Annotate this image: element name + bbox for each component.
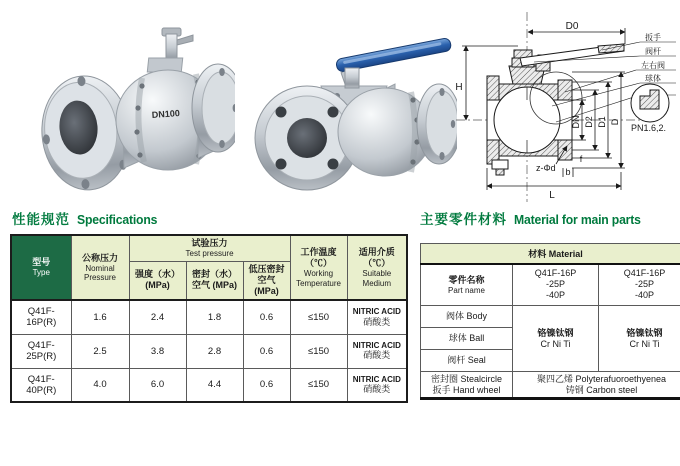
spec-row-q41f-25p (11, 334, 407, 368)
cell-nominal: 4.0 (71, 368, 129, 402)
specifications-table (10, 234, 408, 403)
spec-row-q41f-16p (11, 300, 407, 334)
part-label-stem: 阀杆 (645, 47, 661, 56)
cell-type: Q41F-16P(R) (11, 300, 71, 334)
pn-label: PN1.6,2. (631, 123, 667, 133)
dim-dn-label: DN (571, 115, 581, 129)
part-sealcircle-handwheel: 密封圈 Stealcircle 扳手 Hand wheel (421, 372, 513, 399)
col-header-type: 型号 Type (11, 235, 71, 300)
dim-f-label: f (579, 154, 583, 164)
valve-photo-right (245, 10, 457, 205)
material-ptfe-caststeel: 聚四乙烯 Polyterafuoroethyenea 铸钢 Carbon steel (513, 372, 680, 399)
material-row-body (421, 306, 680, 328)
part-name-header: 零件名称 Part name (421, 264, 513, 306)
col-header-strength-water: 强度（水） (MPa) (129, 261, 186, 300)
material-title-zh: 主要零件材料 (420, 212, 507, 227)
valve-cross-section (487, 50, 572, 175)
cell-seal: 1.8 (186, 300, 243, 334)
cell-temperature: ≤150 (290, 334, 347, 368)
dim-d-label: D (610, 118, 620, 126)
cell-low-pressure: 0.6 (243, 334, 290, 368)
dim-h-label: H (455, 82, 463, 93)
dim-zd-label: z-Φd (536, 163, 556, 173)
part-label-handle: 扳手 (645, 33, 661, 42)
handle-outline (520, 44, 624, 66)
cell-nominal: 2.5 (71, 334, 129, 368)
col-header-low-pressure-seal: 低压密封 空气 (MPa) (243, 261, 290, 300)
cell-type: Q41F-25P(R) (11, 334, 71, 368)
dim-d0 (528, 21, 625, 44)
cell-nominal: 1.6 (71, 300, 129, 334)
model-header-1: Q41F-16P -25P -40P (513, 264, 599, 306)
valve-dimension-diagram (452, 2, 680, 205)
valve-photo-left (30, 8, 235, 203)
cell-temperature: ≤150 (290, 300, 347, 334)
cell-type: Q41F-40P(R) (11, 368, 71, 402)
part-label-ball: 球体 (645, 74, 661, 83)
cell-low-pressure: 0.6 (243, 368, 290, 402)
cell-seal: 2.8 (186, 334, 243, 368)
valve1-stem (147, 28, 193, 72)
dim-d1-label: D1 (597, 116, 607, 128)
cell-temperature: ≤150 (290, 368, 347, 402)
col-header-test-pressure: 试验压力 Test pressure (129, 235, 290, 261)
material-crniti-2: 铬镍钛钢 Cr Ni Ti (599, 306, 680, 372)
cell-strength: 3.8 (129, 334, 186, 368)
material-section-title (420, 208, 649, 228)
cell-strength: 6.0 (129, 368, 186, 402)
spec-title-en: Specifications (77, 212, 158, 227)
part-label-lr-body: 左右阀 (641, 61, 665, 70)
material-table (420, 243, 680, 400)
part-ball: 球体 Ball (421, 328, 513, 350)
cell-medium: NITRIC ACID 硝酸类 (347, 368, 407, 402)
model-header-2: Q41F-16P -25P -40P (599, 264, 680, 306)
cell-strength: 2.4 (129, 300, 186, 334)
col-header-seal-water-air: 密封（水） 空气 (MPa) (186, 261, 243, 300)
spec-section-title (12, 208, 162, 228)
material-header: 材料 Material (421, 244, 680, 264)
dim-l-label: L (549, 190, 555, 201)
material-row-sealcircle-handwheel (421, 372, 680, 399)
material-crniti-1: 铬镍钛钢 Cr Ni Ti (513, 306, 599, 372)
spec-title-zh: 性能规范 (12, 212, 70, 227)
part-seal: 阀杆 Seal (421, 350, 513, 372)
dim-d2-label: D2 (584, 116, 594, 128)
valve1-cast-text: DN100 (151, 108, 181, 120)
col-header-working-temperature: 工作温度（℃） Working Temperature (290, 235, 347, 300)
cell-medium: NITRIC ACID 硝酸类 (347, 300, 407, 334)
col-header-suitable-medium: 适用介质（℃） Suitable Medium (347, 235, 407, 300)
cell-seal: 4.4 (186, 368, 243, 402)
spec-row-q41f-40p (11, 368, 407, 402)
valve2-right-flange (417, 84, 457, 164)
detail-bubble (631, 84, 669, 133)
part-body: 阀体 Body (421, 306, 513, 328)
dim-b-label: b (565, 167, 571, 177)
col-header-nominal-pressure: 公称压力 Nominal Pressure (71, 235, 129, 300)
cell-low-pressure: 0.6 (243, 300, 290, 334)
material-title-en: Material for main parts (514, 212, 641, 227)
dim-d0-label: D0 (565, 21, 579, 32)
valve1-right-flange (192, 64, 235, 158)
cell-medium: NITRIC ACID 硝酸类 (347, 334, 407, 368)
